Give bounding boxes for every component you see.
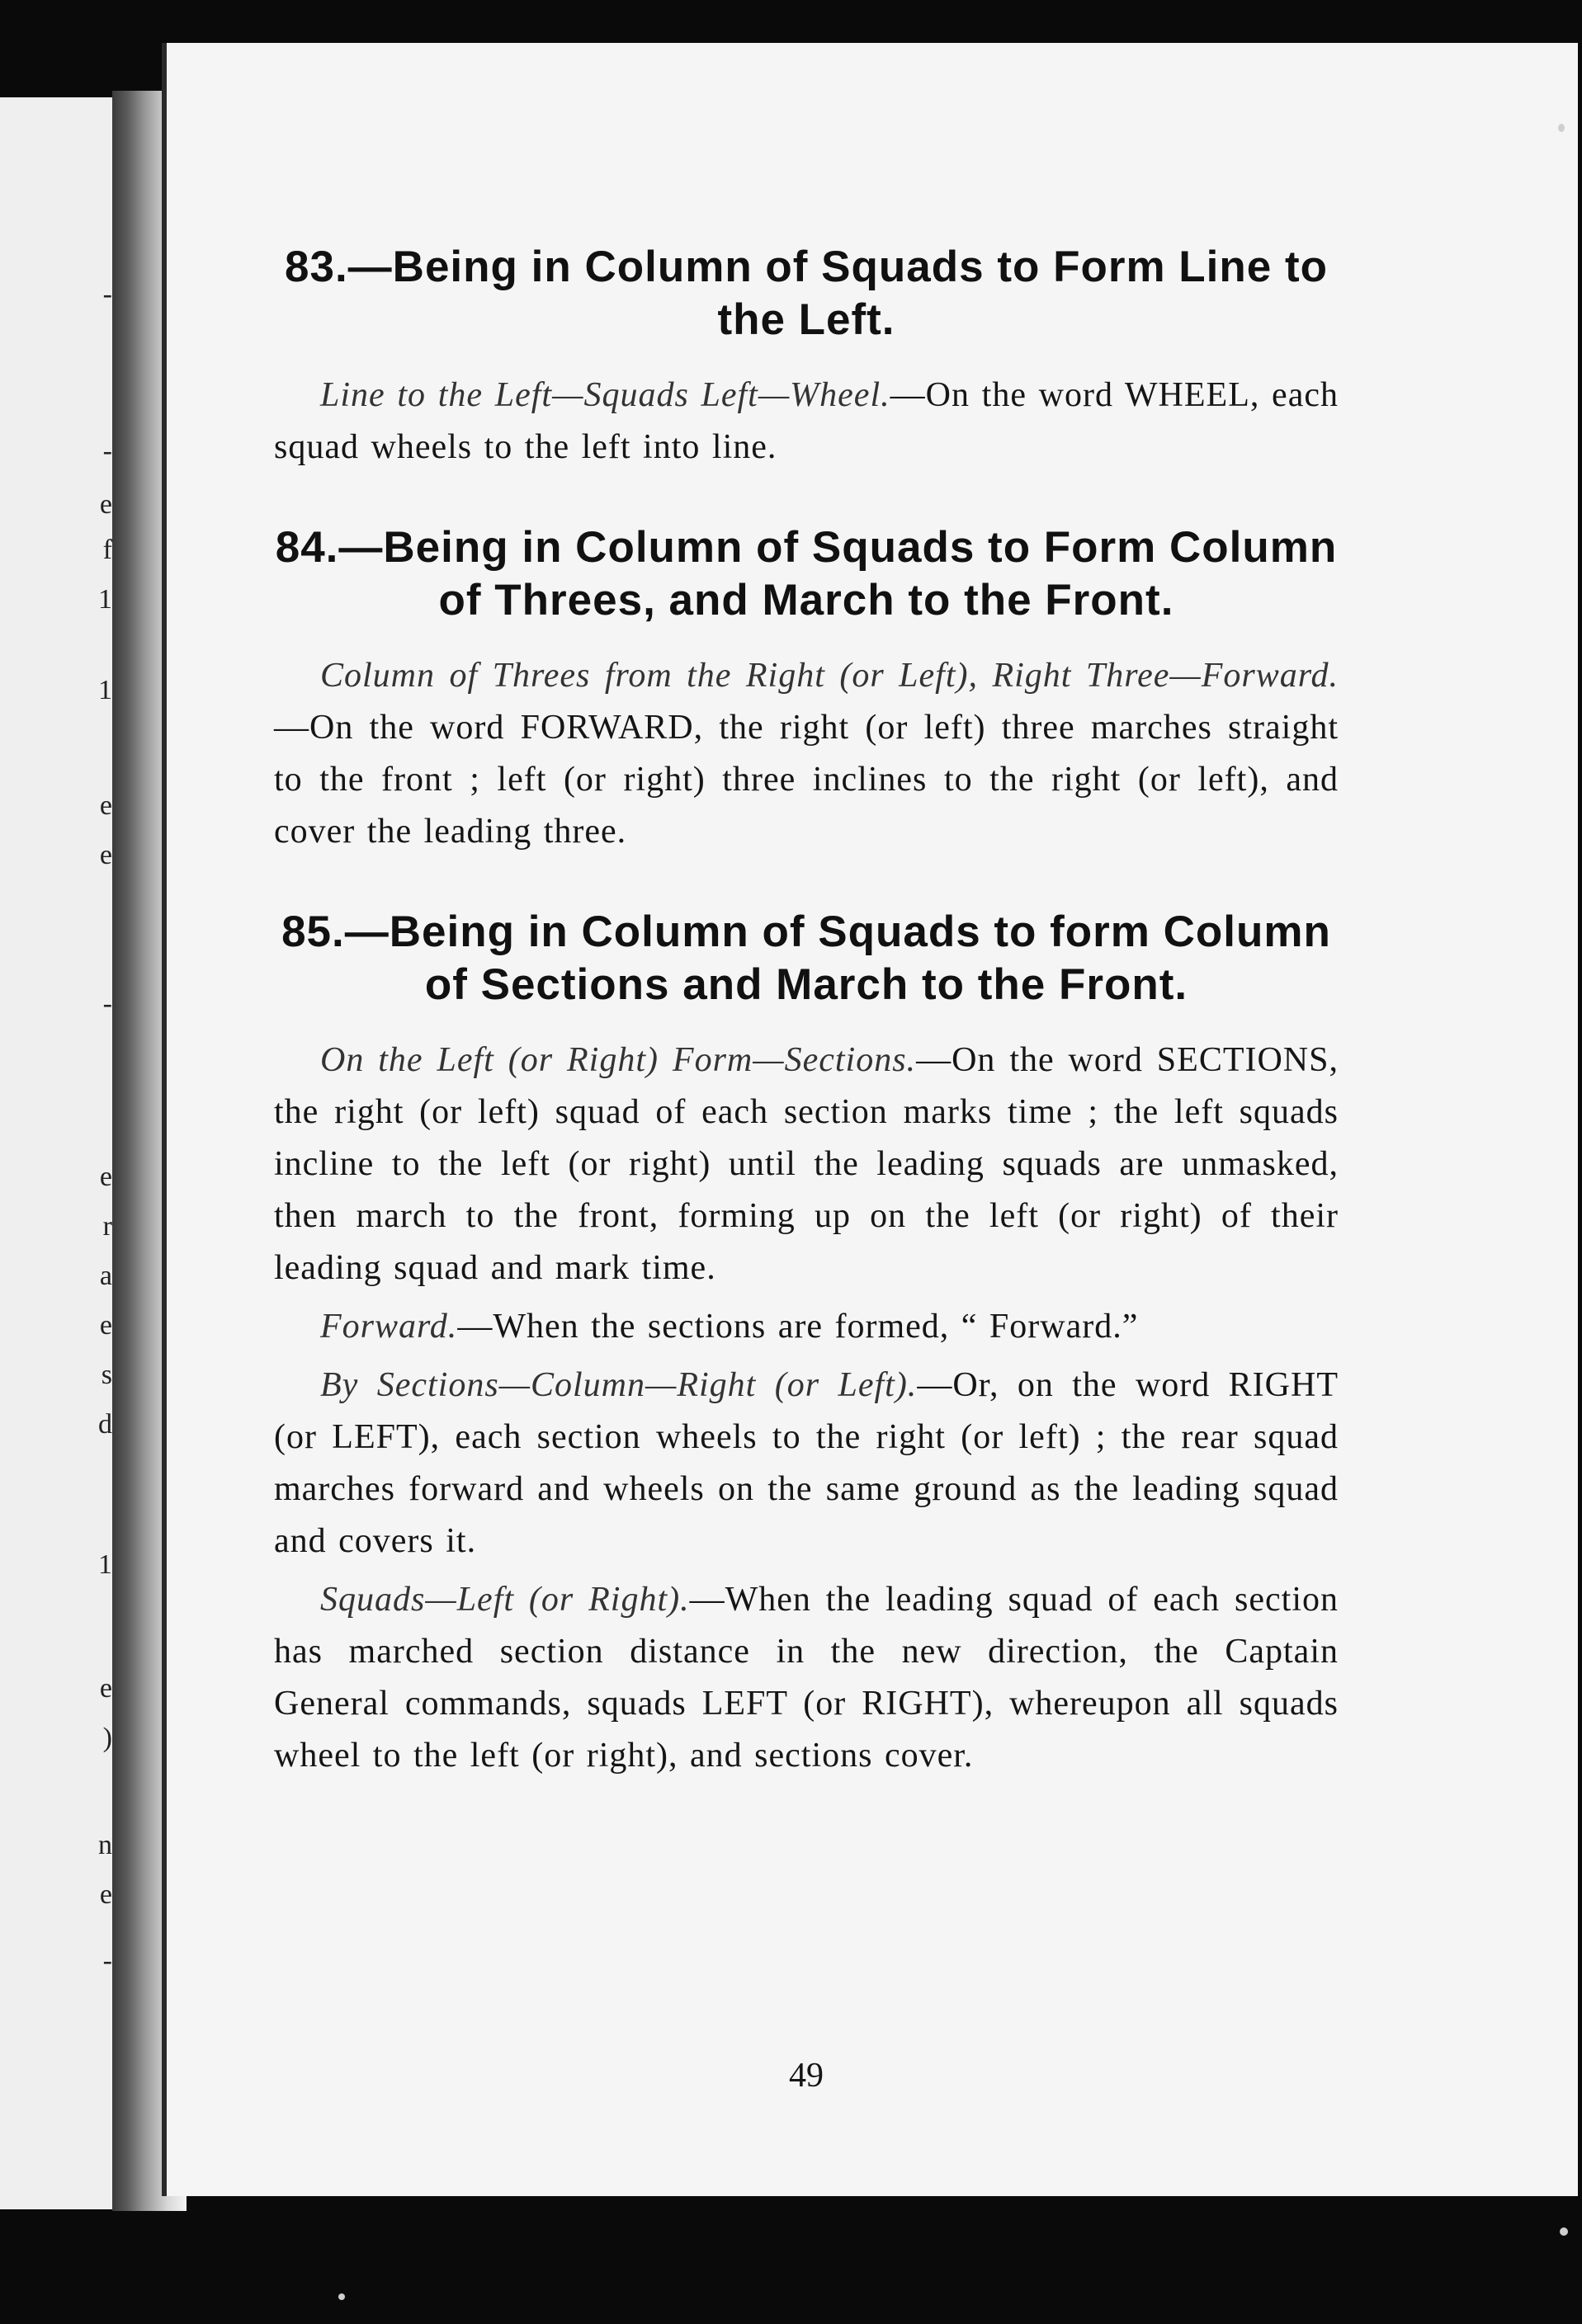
- paragraph-text: —On the word SECTIONS, the right (or left) squad of each section marks time ; the left squads incline to the left (or right) until the leading squads are unmasked, then march to the front, forming up on the left (or right) of their leading squad and mark time.: [274, 1041, 1339, 1287]
- edge-character: -: [102, 1945, 112, 1976]
- paragraph: [274, 1301, 1339, 1353]
- paragraph: [274, 370, 1339, 474]
- paragraph-text: —On the word FORWARD, the right (or left) three marches straight to the front ; left (or right) three inclines to the right (or left), and cover the leading three.: [274, 709, 1339, 851]
- section-83: [274, 241, 1339, 474]
- edge-character: -: [102, 279, 112, 309]
- edge-character: e: [99, 489, 112, 520]
- scan-speck: [338, 2293, 345, 2300]
- edge-character: e: [99, 1673, 112, 1704]
- edge-character: 1: [98, 1549, 112, 1580]
- edge-character: 1: [98, 675, 112, 705]
- command-words: Line to the Left—Squads Left—Wheel.: [320, 376, 890, 414]
- page-number: 49: [789, 2057, 824, 2095]
- paragraph: [274, 650, 1339, 858]
- edge-character: e: [99, 1162, 112, 1192]
- edge-character: f: [102, 535, 112, 565]
- section-heading: 83.—Being in Column of Squads to Form Line to the Left.: [285, 243, 1328, 344]
- command-words: Forward.: [320, 1308, 458, 1346]
- section-84: [274, 521, 1339, 858]
- command-words: Column of Threes from the Right (or Left), Right Three—Forward.: [320, 657, 1339, 695]
- edge-character: e: [99, 790, 112, 821]
- edge-character: -: [102, 988, 112, 1019]
- edge-character: n: [98, 1830, 112, 1860]
- edge-character: e: [99, 1310, 112, 1341]
- book-page: [162, 43, 1578, 2196]
- page-content: [274, 241, 1339, 2095]
- scan-speck: [1560, 2227, 1568, 2236]
- edge-character: e: [99, 1879, 112, 1910]
- edge-character: 1: [98, 584, 112, 615]
- section-heading: 85.—Being in Column of Squads to form Column of Sections and March to the Front.: [281, 907, 1331, 1009]
- paragraph: [274, 1035, 1339, 1294]
- facing-page-edge: [0, 97, 116, 2209]
- edge-character: e: [99, 840, 112, 870]
- paragraph: [274, 1360, 1339, 1567]
- edge-character: a: [99, 1261, 112, 1291]
- paragraph-text: —When the sections are formed, “ Forward.”: [457, 1308, 1139, 1346]
- edge-character: s: [101, 1360, 112, 1390]
- paragraph-text: —When the leading squad of each section has marched section distance in the new direction, the Captain General commands, squads LEFT (or RIGHT), whereupon all squads wheel to the left (or right), and sections cover.: [274, 1581, 1339, 1775]
- paragraph-text: —Or, on the word RIGHT (or LEFT), each section wheels to the right (or left) ; the rear squad marches forward and wheels on the same ground as the leading squad and covers it.: [274, 1366, 1339, 1560]
- command-words: Squads—Left (or Right).: [320, 1581, 690, 1619]
- section-85: [274, 906, 1339, 1782]
- command-words: On the Left (or Right) Form—Sections.: [320, 1041, 917, 1079]
- scan-speck: [1558, 124, 1565, 132]
- paragraph: [274, 1574, 1339, 1782]
- paragraph-text: —On the word WHEEL, each squad wheels to the left into line.: [274, 376, 1339, 466]
- edge-character: r: [102, 1211, 112, 1242]
- edge-character: d: [98, 1409, 112, 1440]
- edge-character: ): [102, 1723, 112, 1753]
- section-heading: 84.—Being in Column of Squads to Form Column of Threes, and March to the Front.: [275, 523, 1338, 625]
- command-words: By Sections—Column—Right (or Left).: [320, 1366, 918, 1404]
- edge-character: -: [102, 436, 112, 466]
